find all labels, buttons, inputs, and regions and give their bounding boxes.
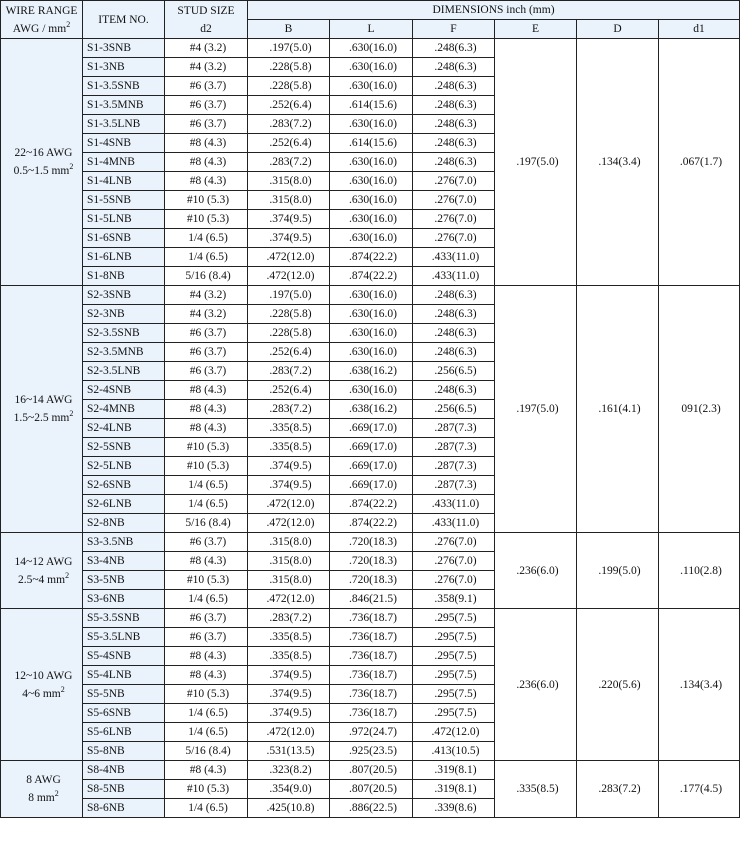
- dim-b-cell: .197(5.0): [248, 286, 330, 305]
- table-row: [1, 761, 740, 780]
- dim-d1-cell: 091(2.3): [659, 286, 740, 533]
- dim-f-cell: .339(8.6): [413, 799, 495, 818]
- dim-l-cell: .874(22.2): [330, 267, 413, 286]
- dim-l-cell: .736(18.7): [330, 685, 413, 704]
- stud-size-cell: #10 (5.3): [165, 457, 248, 476]
- item-no-cell: S5-3.5SNB: [83, 609, 165, 628]
- dim-l-cell: .669(17.0): [330, 457, 413, 476]
- mm-range: 8 mm: [28, 792, 55, 804]
- dim-l-cell: .720(18.3): [330, 533, 413, 552]
- stud-size-cell: #6 (3.7): [165, 96, 248, 115]
- dim-f-cell: .256(6.5): [413, 400, 495, 419]
- dim-l-cell: .630(16.0): [330, 381, 413, 400]
- dim-l-cell: .630(16.0): [330, 58, 413, 77]
- dim-l-cell: .630(16.0): [330, 191, 413, 210]
- item-no-cell: S2-4MNB: [83, 400, 165, 419]
- stud-size-cell: #8 (4.3): [165, 761, 248, 780]
- item-no-cell: S2-4LNB: [83, 419, 165, 438]
- dim-l-cell: .925(23.5): [330, 742, 413, 761]
- col-header-d: D: [577, 20, 659, 39]
- item-no-cell: S5-5NB: [83, 685, 165, 704]
- dim-d1-cell: .134(3.4): [659, 609, 740, 761]
- dim-l-cell: .638(16.2): [330, 362, 413, 381]
- dim-d-cell: .220(5.6): [577, 609, 659, 761]
- dim-f-cell: .248(6.3): [413, 58, 495, 77]
- dim-f-cell: .248(6.3): [413, 115, 495, 134]
- item-no-cell: S2-6SNB: [83, 476, 165, 495]
- item-no-cell: S8-6NB: [83, 799, 165, 818]
- dim-b-cell: .335(8.5): [248, 438, 330, 457]
- dim-d-cell: .283(7.2): [577, 761, 659, 818]
- stud-size-cell: 1/4 (6.5): [165, 704, 248, 723]
- item-no-cell: S1-4SNB: [83, 134, 165, 153]
- item-no-cell: S2-6LNB: [83, 495, 165, 514]
- item-no-cell: S1-5SNB: [83, 191, 165, 210]
- dim-f-cell: .276(7.0): [413, 191, 495, 210]
- dim-b-cell: .197(5.0): [248, 39, 330, 58]
- dim-l-cell: .669(17.0): [330, 438, 413, 457]
- stud-size-cell: #6 (3.7): [165, 628, 248, 647]
- stud-size-cell: #4 (3.2): [165, 39, 248, 58]
- dim-d-cell: .161(4.1): [577, 286, 659, 533]
- item-no-cell: S2-3SNB: [83, 286, 165, 305]
- item-no-cell: S1-3.5MNB: [83, 96, 165, 115]
- item-no-cell: S5-4LNB: [83, 666, 165, 685]
- col-header-b: B: [248, 20, 330, 39]
- dim-f-cell: .287(7.3): [413, 457, 495, 476]
- item-no-cell: S1-6LNB: [83, 248, 165, 267]
- awg-range: 8 AWG: [26, 774, 61, 786]
- dim-l-cell: .669(17.0): [330, 476, 413, 495]
- item-no-cell: S1-4LNB: [83, 172, 165, 191]
- item-no-cell: S3-3.5NB: [83, 533, 165, 552]
- dim-l-cell: .736(18.7): [330, 647, 413, 666]
- dim-b-cell: .228(5.8): [248, 324, 330, 343]
- stud-size-cell: #10 (5.3): [165, 438, 248, 457]
- stud-size-cell: #10 (5.3): [165, 210, 248, 229]
- dim-f-cell: .295(7.5): [413, 628, 495, 647]
- dimensions-header: DIMENSIONS inch (mm): [248, 1, 740, 20]
- wire-range-cell: [1, 609, 83, 761]
- dim-f-cell: .248(6.3): [413, 153, 495, 172]
- item-no-cell: S2-8NB: [83, 514, 165, 533]
- stud-size-cell: #8 (4.3): [165, 153, 248, 172]
- dim-f-cell: .276(7.0): [413, 533, 495, 552]
- dim-f-cell: .319(8.1): [413, 761, 495, 780]
- stud-size-cell: #4 (3.2): [165, 58, 248, 77]
- dim-l-cell: .874(22.2): [330, 495, 413, 514]
- dim-b-cell: .374(9.5): [248, 704, 330, 723]
- stud-size-cell: #10 (5.3): [165, 780, 248, 799]
- mm-range-sup: 2: [69, 409, 74, 418]
- dim-b-cell: .374(9.5): [248, 457, 330, 476]
- dim-b-cell: .315(8.0): [248, 552, 330, 571]
- stud-size-cell: #8 (4.3): [165, 172, 248, 191]
- item-no-cell: S1-6SNB: [83, 229, 165, 248]
- dim-l-cell: .630(16.0): [330, 229, 413, 248]
- dim-b-cell: .252(6.4): [248, 381, 330, 400]
- dim-e-cell: .197(5.0): [495, 39, 577, 286]
- dim-f-cell: .472(12.0): [413, 723, 495, 742]
- table-row: [1, 286, 740, 305]
- stud-size-cell: #6 (3.7): [165, 77, 248, 96]
- dim-l-cell: .736(18.7): [330, 704, 413, 723]
- item-no-cell: S5-6SNB: [83, 704, 165, 723]
- dim-f-cell: .358(9.1): [413, 590, 495, 609]
- stud-size-cell: 1/4 (6.5): [165, 495, 248, 514]
- stud-size-title: STUD SIZE: [177, 4, 235, 17]
- dim-f-cell: .433(11.0): [413, 495, 495, 514]
- stud-size-cell: #8 (4.3): [165, 552, 248, 571]
- stud-size-header: [165, 1, 248, 39]
- dim-b-cell: .228(5.8): [248, 305, 330, 324]
- table-row: [1, 39, 740, 58]
- item-no-cell: S2-3.5MNB: [83, 343, 165, 362]
- stud-size-cell: 5/16 (8.4): [165, 267, 248, 286]
- item-no-cell: S1-4MNB: [83, 153, 165, 172]
- dim-b-cell: .374(9.5): [248, 476, 330, 495]
- dim-b-cell: .323(8.2): [248, 761, 330, 780]
- table-row: [1, 609, 740, 628]
- wire-range-cell: [1, 533, 83, 609]
- item-no-cell: S2-3.5LNB: [83, 362, 165, 381]
- stud-size-cell: #8 (4.3): [165, 666, 248, 685]
- dim-f-cell: .248(6.3): [413, 286, 495, 305]
- dim-l-cell: .630(16.0): [330, 324, 413, 343]
- dim-f-cell: .248(6.3): [413, 343, 495, 362]
- dim-d1-cell: .177(4.5): [659, 761, 740, 818]
- wire-range-cell: [1, 286, 83, 533]
- stud-size-cell: 5/16 (8.4): [165, 742, 248, 761]
- stud-size-cell: 1/4 (6.5): [165, 590, 248, 609]
- item-no-cell: S2-4SNB: [83, 381, 165, 400]
- item-no-cell: S3-6NB: [83, 590, 165, 609]
- dim-e-cell: .236(6.0): [495, 609, 577, 761]
- mm-range: 0.5~1.5 mm: [13, 165, 70, 177]
- item-no-cell: S5-8NB: [83, 742, 165, 761]
- stud-size-cell: #10 (5.3): [165, 685, 248, 704]
- table-header: [1, 1, 740, 39]
- table-body: [1, 39, 740, 818]
- dim-f-cell: .276(7.0): [413, 571, 495, 590]
- dim-f-cell: .295(7.5): [413, 666, 495, 685]
- stud-size-cell: #8 (4.3): [165, 647, 248, 666]
- dim-b-cell: .228(5.8): [248, 58, 330, 77]
- awg-range: 12~10 AWG: [14, 669, 73, 682]
- dim-l-cell: .630(16.0): [330, 210, 413, 229]
- stud-size-cell: #4 (3.2): [165, 305, 248, 324]
- dim-b-cell: .252(6.4): [248, 343, 330, 362]
- mm-range-sup: 2: [65, 570, 70, 580]
- dim-l-cell: .874(22.2): [330, 514, 413, 533]
- col-header-l: L: [330, 20, 413, 39]
- dim-l-cell: .807(20.5): [330, 780, 413, 799]
- dim-f-cell: .287(7.3): [413, 419, 495, 438]
- dim-d-cell: .134(3.4): [577, 39, 659, 286]
- dim-l-cell: .972(24.7): [330, 723, 413, 742]
- dim-l-cell: .630(16.0): [330, 77, 413, 96]
- dim-f-cell: .295(7.5): [413, 647, 495, 666]
- dim-l-cell: .720(18.3): [330, 571, 413, 590]
- mm-range: 2.5~4 mm: [17, 573, 66, 586]
- item-no-cell: S5-6LNB: [83, 723, 165, 742]
- dim-e-cell: .236(6.0): [495, 533, 577, 609]
- item-no-cell: S1-3SNB: [83, 39, 165, 58]
- item-no-cell: S8-4NB: [83, 761, 165, 780]
- dim-l-cell: .630(16.0): [330, 172, 413, 191]
- dim-l-cell: .736(18.7): [330, 666, 413, 685]
- mm-range-sup: 2: [69, 162, 74, 171]
- dim-l-cell: .846(21.5): [330, 590, 413, 609]
- item-no-cell: S2-3NB: [83, 305, 165, 324]
- dim-l-cell: .886(22.5): [330, 799, 413, 818]
- item-no-cell: S2-5LNB: [83, 457, 165, 476]
- dim-b-cell: .283(7.2): [248, 609, 330, 628]
- dim-f-cell: .319(8.1): [413, 780, 495, 799]
- dim-l-cell: .807(20.5): [330, 761, 413, 780]
- item-no-cell: S1-3NB: [83, 58, 165, 77]
- dim-l-cell: .630(16.0): [330, 153, 413, 172]
- item-no-cell: S5-4SNB: [83, 647, 165, 666]
- dim-f-cell: .287(7.3): [413, 438, 495, 457]
- stud-size-cell: #6 (3.7): [165, 533, 248, 552]
- dim-b-cell: .472(12.0): [248, 590, 330, 609]
- item-no-cell: S2-5SNB: [83, 438, 165, 457]
- dim-l-cell: .874(22.2): [330, 248, 413, 267]
- stud-size-cell: #10 (5.3): [165, 571, 248, 590]
- dim-b-cell: .283(7.2): [248, 400, 330, 419]
- dim-b-cell: .472(12.0): [248, 723, 330, 742]
- dim-b-cell: .283(7.2): [248, 362, 330, 381]
- dim-f-cell: .256(6.5): [413, 362, 495, 381]
- stud-size-cell: 1/4 (6.5): [165, 248, 248, 267]
- stud-size-cell: #8 (4.3): [165, 134, 248, 153]
- item-no-cell: S2-3.5SNB: [83, 324, 165, 343]
- dim-f-cell: .248(6.3): [413, 134, 495, 153]
- dim-b-cell: .228(5.8): [248, 77, 330, 96]
- stud-size-cell: #6 (3.7): [165, 362, 248, 381]
- dim-l-cell: .630(16.0): [330, 343, 413, 362]
- item-no-cell: S1-3.5LNB: [83, 115, 165, 134]
- dim-f-cell: .295(7.5): [413, 704, 495, 723]
- dim-l-cell: .630(16.0): [330, 305, 413, 324]
- dim-b-cell: .335(8.5): [248, 647, 330, 666]
- stud-size-cell: 1/4 (6.5): [165, 799, 248, 818]
- stud-size-cell: 1/4 (6.5): [165, 476, 248, 495]
- awg-range: 22~16 AWG: [14, 147, 73, 159]
- dim-l-cell: .630(16.0): [330, 286, 413, 305]
- dim-f-cell: .276(7.0): [413, 552, 495, 571]
- dim-b-cell: .283(7.2): [248, 115, 330, 134]
- dim-b-cell: .315(8.0): [248, 571, 330, 590]
- item-no-header: ITEM NO.: [83, 1, 165, 39]
- item-no-cell: S1-8NB: [83, 267, 165, 286]
- dim-b-cell: .354(9.0): [248, 780, 330, 799]
- dim-f-cell: .248(6.3): [413, 381, 495, 400]
- dim-b-cell: .315(8.0): [248, 191, 330, 210]
- stud-size-cell: #6 (3.7): [165, 324, 248, 343]
- wire-range-units: AWG / mm: [12, 22, 67, 35]
- col-header-d1: d1: [659, 20, 740, 39]
- dim-f-cell: .248(6.3): [413, 39, 495, 58]
- stud-size-cell: #4 (3.2): [165, 286, 248, 305]
- dim-l-cell: .638(16.2): [330, 400, 413, 419]
- dim-f-cell: .287(7.3): [413, 476, 495, 495]
- dim-b-cell: .531(13.5): [248, 742, 330, 761]
- wire-range-header: [1, 1, 83, 39]
- stud-size-cell: #6 (3.7): [165, 343, 248, 362]
- dim-f-cell: .248(6.3): [413, 77, 495, 96]
- dim-l-cell: .630(16.0): [330, 115, 413, 134]
- dim-b-cell: .283(7.2): [248, 153, 330, 172]
- mm-range-sup: 2: [54, 789, 59, 798]
- dim-b-cell: .252(6.4): [248, 96, 330, 115]
- dim-b-cell: .374(9.5): [248, 666, 330, 685]
- dim-d-cell: .199(5.0): [577, 533, 659, 609]
- dim-l-cell: .630(16.0): [330, 39, 413, 58]
- dim-b-cell: .472(12.0): [248, 248, 330, 267]
- mm-range-sup: 2: [60, 684, 65, 694]
- table-row: [1, 533, 740, 552]
- dim-b-cell: .374(9.5): [248, 229, 330, 248]
- wire-range-units-sup: 2: [66, 19, 71, 29]
- wire-range-title: WIRE RANGE: [5, 4, 78, 17]
- item-no-cell: S5-3.5LNB: [83, 628, 165, 647]
- awg-range: 16~14 AWG: [14, 394, 73, 406]
- wire-range-cell: [1, 761, 83, 818]
- dim-l-cell: .720(18.3): [330, 552, 413, 571]
- stud-size-cell: #6 (3.7): [165, 115, 248, 134]
- dim-l-cell: .614(15.6): [330, 134, 413, 153]
- item-no-cell: S8-5NB: [83, 780, 165, 799]
- col-header-e: E: [495, 20, 577, 39]
- stud-size-cell: #6 (3.7): [165, 609, 248, 628]
- dim-b-cell: .315(8.0): [248, 533, 330, 552]
- dim-f-cell: .413(10.5): [413, 742, 495, 761]
- stud-size-symbol: d2: [200, 22, 212, 35]
- dim-f-cell: .295(7.5): [413, 685, 495, 704]
- wire-range-cell: [1, 39, 83, 286]
- item-no-cell: S1-3.5SNB: [83, 77, 165, 96]
- dim-e-cell: .197(5.0): [495, 286, 577, 533]
- dim-f-cell: .433(11.0): [413, 267, 495, 286]
- dim-b-cell: .472(12.0): [248, 495, 330, 514]
- dim-f-cell: .433(11.0): [413, 514, 495, 533]
- mm-range: 4~6 mm: [22, 687, 61, 700]
- dim-l-cell: .736(18.7): [330, 628, 413, 647]
- stud-size-cell: #8 (4.3): [165, 400, 248, 419]
- dim-b-cell: .425(10.8): [248, 799, 330, 818]
- stud-size-cell: 1/4 (6.5): [165, 229, 248, 248]
- dim-d1-cell: .067(1.7): [659, 39, 740, 286]
- dim-b-cell: .335(8.5): [248, 419, 330, 438]
- dim-b-cell: .315(8.0): [248, 172, 330, 191]
- stud-size-cell: #8 (4.3): [165, 381, 248, 400]
- item-no-cell: S3-4NB: [83, 552, 165, 571]
- dim-b-cell: .472(12.0): [248, 267, 330, 286]
- stud-size-cell: 1/4 (6.5): [165, 723, 248, 742]
- mm-range: 1.5~2.5 mm: [13, 412, 70, 424]
- dim-b-cell: .335(8.5): [248, 628, 330, 647]
- dim-b-cell: .374(9.5): [248, 210, 330, 229]
- dim-d1-cell: .110(2.8): [659, 533, 740, 609]
- dim-b-cell: .252(6.4): [248, 134, 330, 153]
- stud-size-cell: #8 (4.3): [165, 419, 248, 438]
- dim-e-cell: .335(8.5): [495, 761, 577, 818]
- dim-f-cell: .295(7.5): [413, 609, 495, 628]
- dim-l-cell: .614(15.6): [330, 96, 413, 115]
- dim-f-cell: .276(7.0): [413, 229, 495, 248]
- item-no-cell: S3-5NB: [83, 571, 165, 590]
- dim-f-cell: .248(6.3): [413, 96, 495, 115]
- dim-f-cell: .276(7.0): [413, 172, 495, 191]
- awg-range: 14~12 AWG: [14, 555, 73, 568]
- dim-f-cell: .248(6.3): [413, 324, 495, 343]
- dim-b-cell: .472(12.0): [248, 514, 330, 533]
- dim-l-cell: .669(17.0): [330, 419, 413, 438]
- dim-f-cell: .248(6.3): [413, 305, 495, 324]
- col-header-f: F: [413, 20, 495, 39]
- stud-size-cell: #10 (5.3): [165, 191, 248, 210]
- dim-b-cell: .374(9.5): [248, 685, 330, 704]
- dim-f-cell: .276(7.0): [413, 210, 495, 229]
- dim-f-cell: .433(11.0): [413, 248, 495, 267]
- stud-size-cell: 5/16 (8.4): [165, 514, 248, 533]
- dim-l-cell: .736(18.7): [330, 609, 413, 628]
- item-no-cell: S1-5LNB: [83, 210, 165, 229]
